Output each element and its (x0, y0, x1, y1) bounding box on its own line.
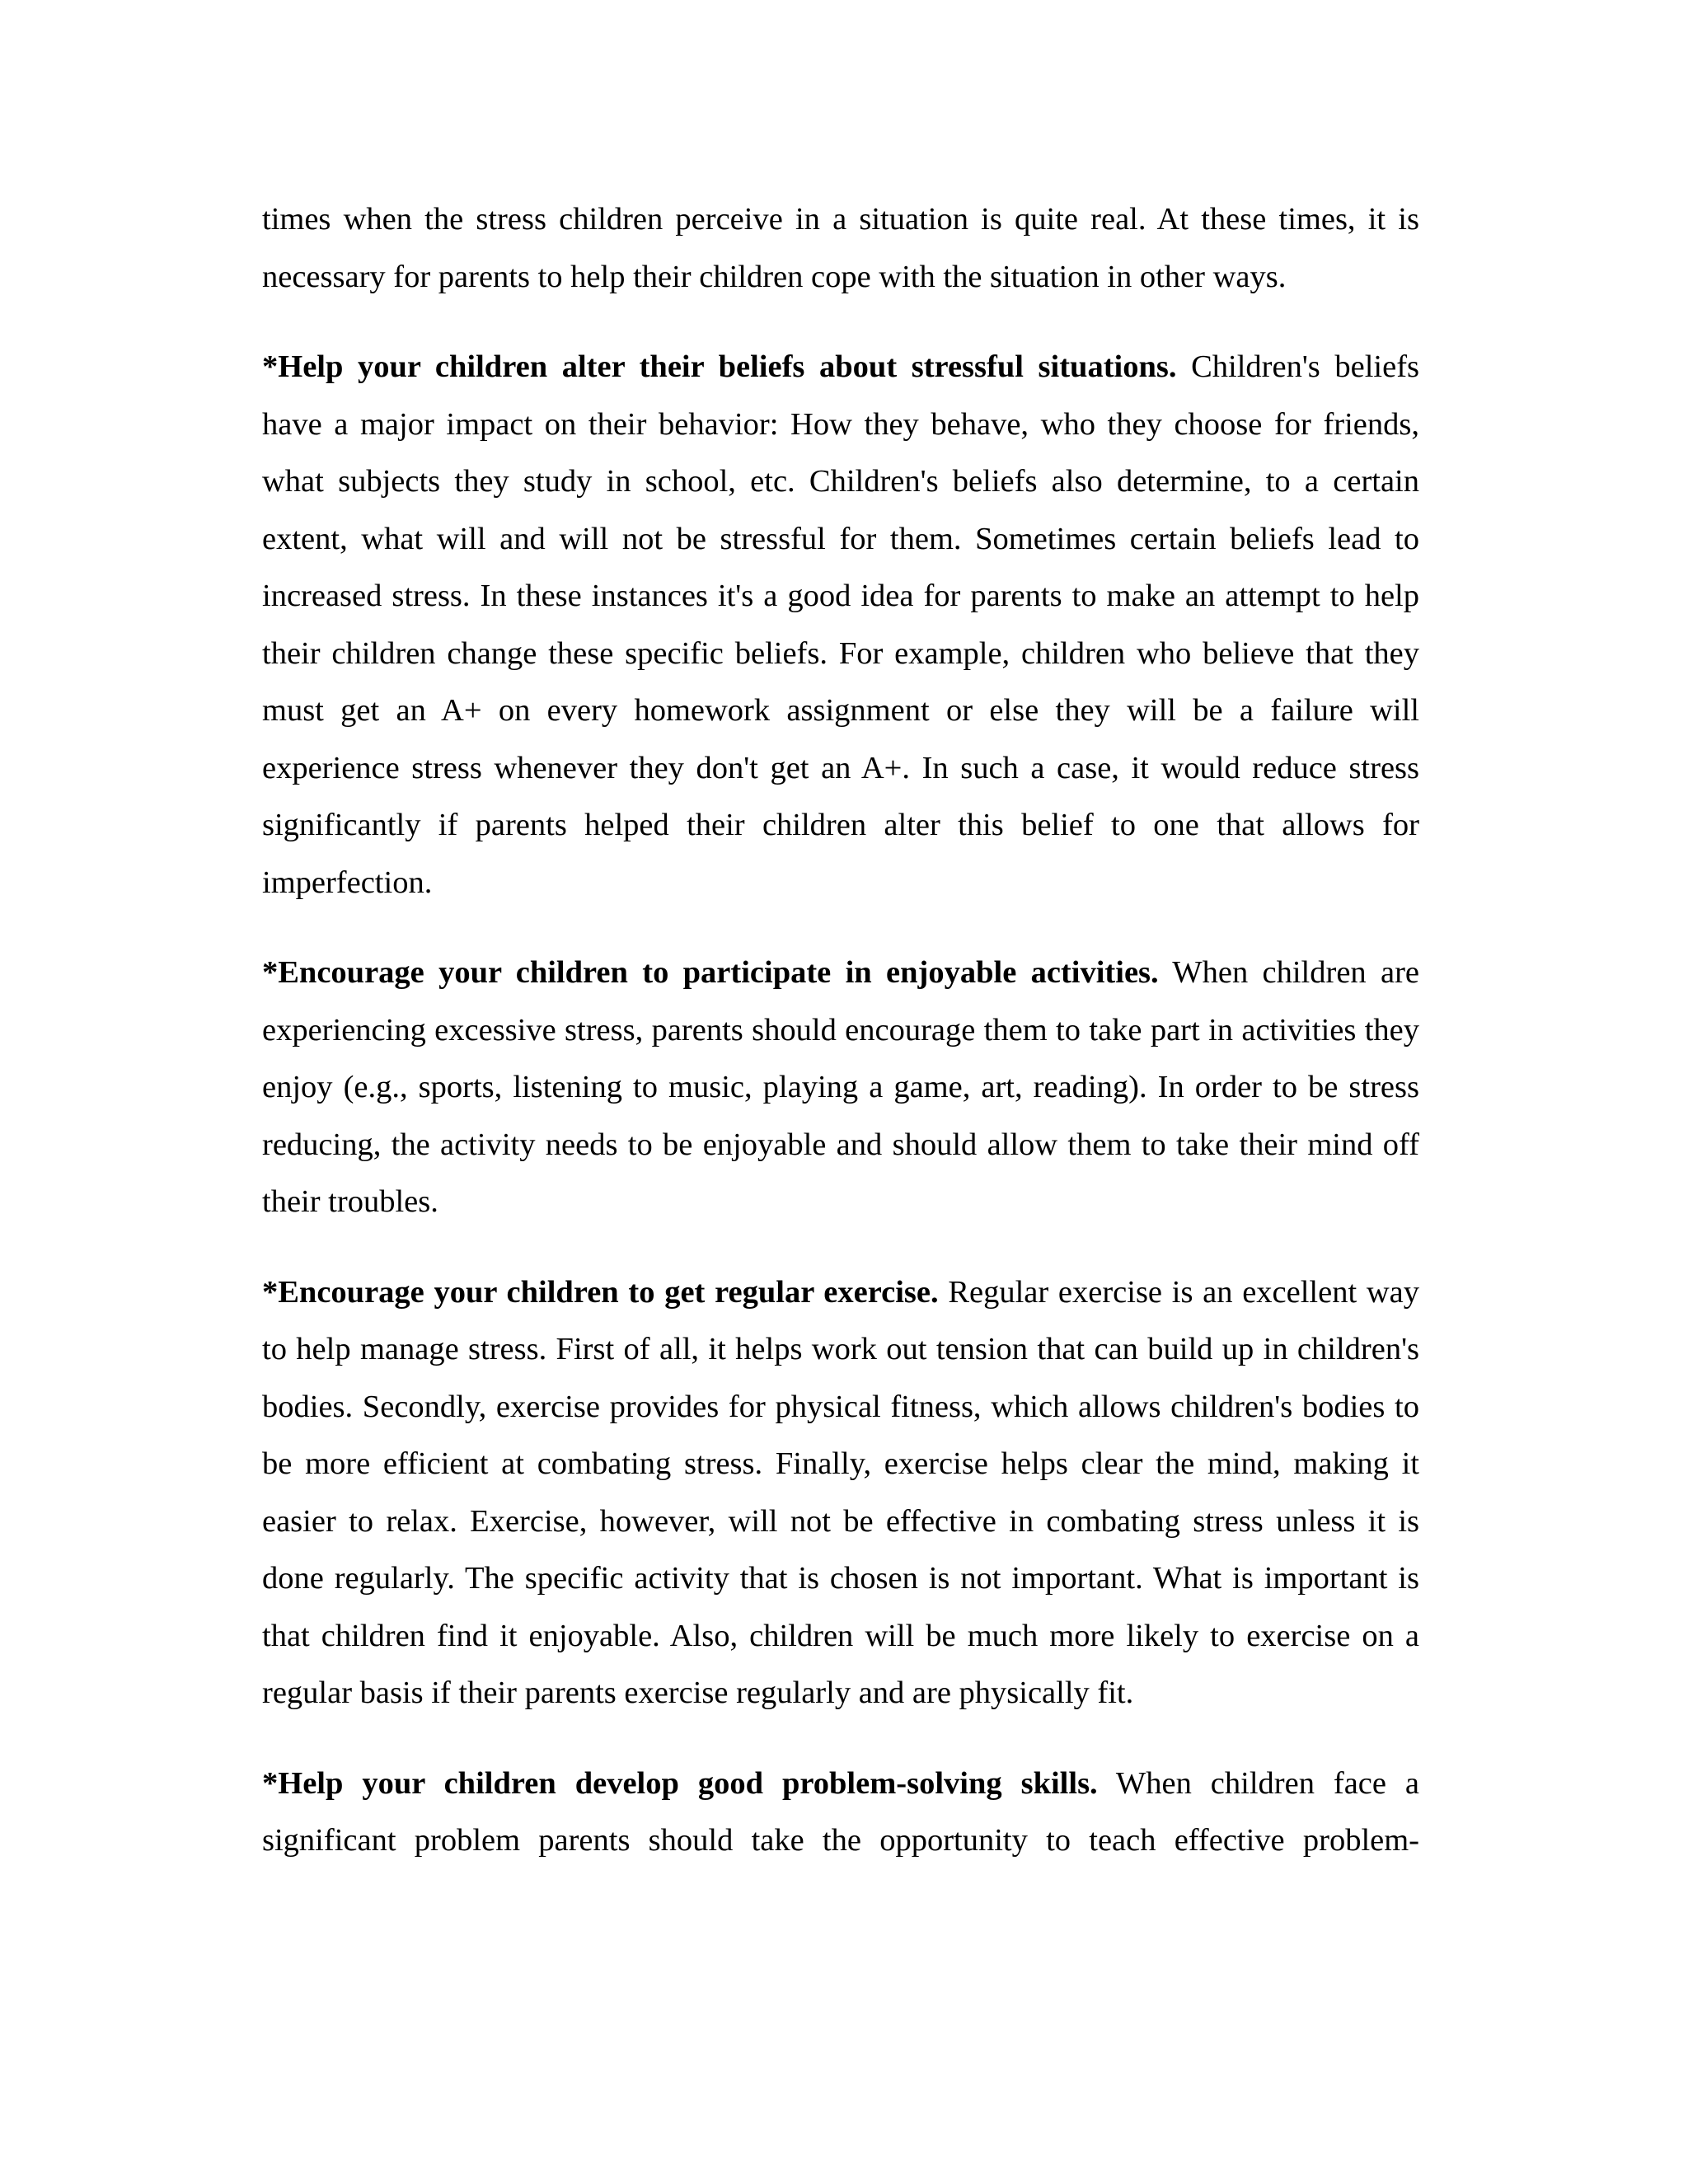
paragraph-heading: *Encourage your children to get regular exercise. (262, 1274, 939, 1310)
paragraph-enjoyable-activities (262, 944, 1419, 1231)
paragraph-text: times when the stress children perceive in a situation is quite real. At these times, it is necessary for parents to help their children cope with the situation in other ways. (262, 202, 1419, 294)
paragraph-heading: *Encourage your children to participate in enjoyable activities. (262, 955, 1159, 990)
document-page (262, 191, 1419, 1903)
paragraph-text: Regular exercise is an excellent way to help manage stress. First of all, it helps work out tension that can build up in children's bodies. Secondly, exercise provides for physical fitness, which allows children's bodies to be more efficient at combating stress. Finally, exercise helps clear the mind, making it easier to relax. Exercise, however, will not be effective in combating stress unless it is done regularly. The specific activity that is chosen is not important. What is important is that children find it enjoyable. Also, children will be much more likely to exercise on a regular basis if their parents exercise regularly and are physically fit. (262, 1274, 1420, 1710)
paragraph-text: When children face a significant problem parents should take the opportunity to teach effective problem- (262, 1765, 1420, 1858)
paragraph-text: When children are experiencing excessive stress, parents should encourage them to take part in activities they enjoy (e.g., sports, listening to music, playing a game, art, reading). In order to be stress reducing, the activity needs to be enjoyable and should allow them to take their mind off their troubles. (262, 955, 1419, 1219)
paragraph-problem-solving (262, 1755, 1419, 1870)
paragraph-text: Children's beliefs have a major impact on their behavior: How they behave, who they choose for friends, what subjects they study in school, etc. Children's beliefs also determine, to a certain extent, what will and will not be stressful for them. Sometimes certain beliefs lead to increased stress. In these instances it's a good idea for parents to make an attempt to help their children change these specific beliefs. For example, children who believe that they must get an A+ on every homework assignment or else they will be a failure will experience stress whenever they don't get an A+. In such a case, it would reduce stress significantly if parents helped their children alter this belief to one that allows for imperfection. (262, 349, 1419, 900)
paragraph-regular-exercise (262, 1264, 1419, 1722)
paragraph-heading: *Help your children develop good problem-solving skills. (262, 1765, 1098, 1801)
paragraph-heading: *Help your children alter their beliefs about stressful situations. (262, 349, 1177, 384)
paragraph-stress-intro (262, 191, 1419, 306)
paragraph-alter-beliefs (262, 339, 1419, 912)
